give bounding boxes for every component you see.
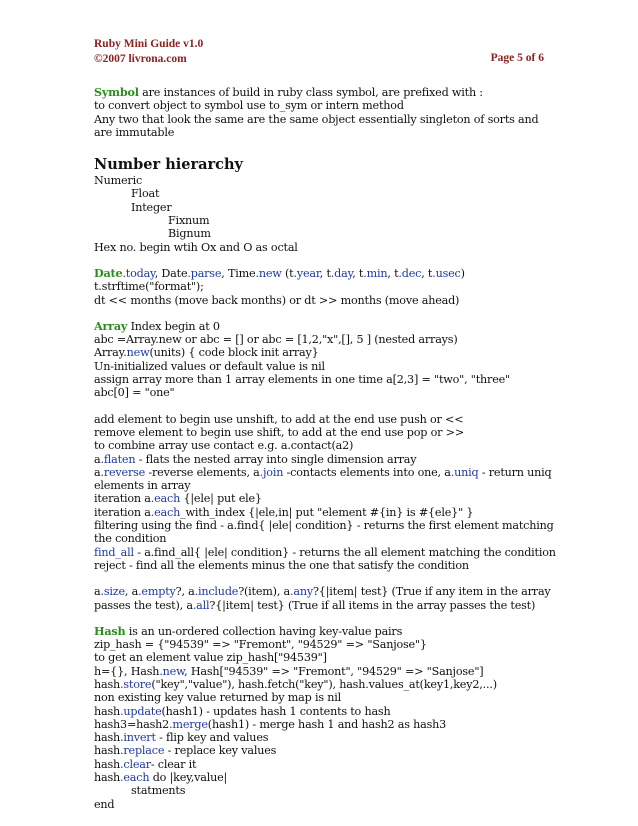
hash-line-5: hash.store("key","value"), hash.fetch("key"), hash.values_at(key1,key2,...) — [94, 677, 497, 691]
symbol-line-1: Symbol are instances of build in ruby class symbol, are prefixed with : — [94, 85, 483, 99]
hash-line-11: hash.clear- clear it — [94, 757, 197, 771]
page-number: Page 5 of 6 — [490, 52, 544, 64]
keyword-array: Array — [94, 318, 128, 333]
document-body — [94, 86, 554, 811]
ops-iteration-1: iteration a.each {|ele| put ele} — [94, 492, 262, 506]
keyword-date: Date — [94, 265, 123, 280]
numeric-label: Numeric — [94, 174, 143, 188]
header-copyright: ©2007 livrona.com — [94, 53, 187, 65]
hash-line-6: non existing key value returned by map is nil — [94, 691, 342, 705]
keyword-symbol: Symbol — [94, 85, 139, 99]
ops-reject: reject - find all the elements minus the one that satisfy the condition — [94, 558, 469, 572]
keyword-hash: Hash — [94, 623, 126, 638]
hash-line-10: hash.replace - replace key values — [94, 744, 277, 758]
page-header — [94, 37, 203, 67]
date-line-2: t.strftime("format"); — [94, 280, 204, 294]
array-line-5: assign array more than 1 array elements in one time a[2,3] = "two", "three" — [94, 373, 510, 387]
hash-line-13: statments — [131, 784, 186, 798]
symbol-line-2: to convert object to symbol use to_sym or intern method — [94, 99, 404, 113]
hash-line-7: hash.update(hash1) - updates hash 1 contents to hash — [94, 704, 391, 718]
array-line-4: Un-initialized values or default value is nil — [94, 359, 325, 373]
hash-line-12: hash.each do |key,value| — [94, 771, 228, 785]
ops-line-1: add element to begin use unshift, to add at the end use push or << — [94, 412, 464, 426]
array-line-1: Array Index begin at 0 — [94, 318, 220, 333]
hash-line-3: to get an element value zip_hash["94539"] — [94, 651, 327, 665]
float-label: Float — [131, 187, 160, 201]
date-line-3: dt << months (move back months) or dt >> months (move ahead) — [94, 293, 460, 307]
hash-line-14: end — [94, 797, 115, 811]
ops-flaten: a.flaten - flats the nested array into single dimension array — [94, 452, 417, 466]
symbol-line-3: Any two that look the same are the same object essentially singleton of sorts and are immutable — [94, 112, 539, 139]
bignum-label: Bignum — [168, 227, 211, 241]
hash-line-2: zip_hash = {"94539" => "Fremont", "94529" => "Sanjose"} — [94, 638, 427, 652]
array-line-6: abc[0] = "one" — [94, 386, 175, 400]
ops-line-2: remove element to begin use shift, to add at the end use pop or >> — [94, 425, 464, 439]
hash-line-4: h={}, Hash.new, Hash["94539" => "Fremont", "94529" => "Sanjose"] — [94, 664, 484, 678]
ops-iteration-2: iteration a.each_with_index {|ele,in| put "element #{in} is #{ele}" } — [94, 505, 474, 519]
hash-line-8: hash3=hash2.merge(hash1) - merge hash 1 and hash2 as hash3 — [94, 717, 447, 731]
hash-line-1: Hash is an un-ordered collection having key-value pairs — [94, 623, 403, 638]
hash-line-9: hash.invert - flip key and values — [94, 731, 269, 745]
hex-note: Hex no. begin wtih Ox and O as octal — [94, 240, 298, 254]
ops-line-3: to combine array use contact e.g. a.contact(a2) — [94, 439, 354, 453]
date-line-1: Date.today, Date.parse, Time.new (t.year, t.day, t.min, t.dec, t.usec) — [94, 265, 465, 280]
integer-label: Integer — [131, 200, 172, 214]
ops-filter: filtering using the find - a.find{ |ele| condition} - returns the first element matching the condition — [94, 519, 554, 546]
ops-find-all: find_all - a.find_all{ |ele| condition} - returns the all element matching the condition — [94, 545, 556, 559]
array-line-2: abc =Array.new or abc = [] or abc = [1,2,"x",[], 5 ] (nested arrays) — [94, 333, 458, 347]
fixnum-label: Fixnum — [168, 214, 210, 228]
header-title: Ruby Mini Guide v1.0 — [94, 38, 204, 50]
array-queries: a.size, a.empty?, a.include?(item), a.any?{|item| test} (True if any item in the array passes the test), a.all?{|item| test} (True if all items in the array passes the test) — [94, 585, 551, 612]
array-line-3: Array.new(units) { code block init array} — [94, 346, 319, 360]
number-hierarchy-heading: Number hierarchy — [94, 156, 243, 174]
ops-reverse-join-uniq: a.reverse -reverse elements, a.join -contacts elements into one, a.uniq - return uniq elements in array — [94, 465, 552, 493]
